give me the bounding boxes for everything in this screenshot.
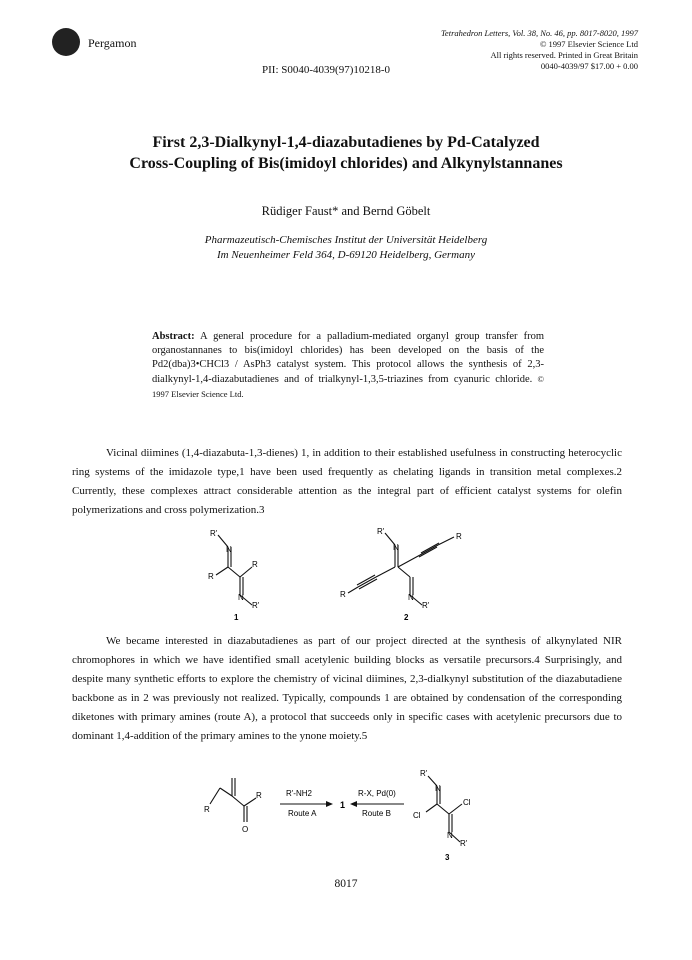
structure-1-bonds: [216, 535, 252, 605]
s1-R-left: R: [208, 572, 214, 581]
label-compound-3: 3: [445, 853, 450, 862]
route-b-arrowhead: [350, 801, 357, 807]
structure-2-bonds: [348, 533, 454, 605]
page-number: 8017: [334, 878, 358, 890]
route-b-reagent: R-X, Pd(0): [358, 789, 396, 798]
rights-line: All rights reserved. Printed in Great Britain: [490, 50, 638, 60]
s1-Rp-top: R': [210, 529, 218, 538]
abstract-text: A general procedure for a palladium-mediated organyl group transfer from organostannanes to bis(imidoyl chlorides) has been developed on the basis of the Pd2(dba)3•CHCl3 / AsPh3 catalyst system. This protocol allows the synthesis of 2,3-dialkynyl-1,4-diazabutadienes and of trialkynyl-1,3,5-triazines from cyanuric chloride.: [152, 331, 544, 385]
s1-N-top: N: [226, 545, 232, 554]
structures-figure: [180, 525, 500, 620]
affiliation-line-1: Pharmazeutisch-Chemisches Institut der Universität Heidelberg: [204, 234, 488, 246]
route-a-arrowhead: [326, 801, 333, 807]
s2-Rp-bottom: R': [422, 601, 430, 610]
s1-N-bottom: N: [238, 593, 244, 602]
abstract-label: Abstract:: [152, 331, 195, 342]
title-line-1: First 2,3-Dialkynyl-1,4-diazabutadienes by Pd-Catalyzed: [152, 134, 540, 151]
bis-N-bottom: N: [447, 831, 453, 840]
label-compound-2: 2: [404, 613, 409, 620]
paper-title: [40, 132, 652, 174]
diketone-O: O: [242, 825, 249, 834]
pergamon-logo: [52, 28, 80, 56]
reaction-scheme: [190, 768, 510, 868]
publisher-name: Pergamon: [88, 36, 137, 50]
s1-R-right: R: [252, 560, 258, 569]
price-line: 0040-4039/97 $17.00 + 0.00: [540, 61, 638, 71]
affiliation-line-2: Im Neuenheimer Feld 364, D-69120 Heidelberg, Germany: [216, 249, 476, 261]
bis-Rp-bottom: R': [460, 839, 468, 848]
scheme-product-1: 1: [340, 800, 346, 810]
journal-citation: Tetrahedron Letters, Vol. 38, No. 46, pp. 8017-8020, 1997: [440, 28, 638, 38]
paragraph-2: We became interested in diazabutadienes as part of our project directed at the synthesis of alkynylated NIR chromophores in which we have identified small acetylenic building blocks as versatile precursors.4 Surprisingly, and despite many synthetic efforts to explore the chemistry of vicinal diimines, 2,3-dialkynyl substitution of the diazabutadiene backbone as in 2 was previously not realized. Typically, compounds 1 are obtained by condensation of the corresponding diketones with primary amines (route A), a protocol that succeeds only in specific cases with acetylenic precursors due to dominant 1,4-addition of the primary amines to the ynone moiety.5: [72, 635, 622, 742]
bisimidoyl-bonds: [426, 776, 462, 842]
title-line-2: Cross-Coupling of Bis(imidoyl chlorides) and Alkynylstannanes: [129, 155, 563, 172]
route-a-label: Route A: [288, 809, 317, 818]
s2-R-right: R: [456, 532, 462, 541]
s2-N-top: N: [393, 543, 399, 552]
authors: Rüdiger Faust* and Bernd Göbelt: [261, 204, 431, 218]
s2-R-left: R: [340, 590, 346, 599]
s1-Rp-bottom: R': [252, 601, 260, 610]
copyright-line: © 1997 Elsevier Science Ltd: [539, 39, 638, 49]
bis-Cl-left: Cl: [413, 811, 421, 820]
s2-Rp-top: R': [377, 527, 385, 536]
route-b-label: Route B: [362, 809, 391, 818]
label-compound-1: 1: [234, 613, 239, 620]
diketone-R-left: R: [204, 805, 210, 814]
bis-N-top: N: [435, 784, 441, 793]
affiliation: [40, 233, 652, 263]
diketone-R-right: R: [256, 791, 262, 800]
pii: PII: S0040-4039(97)10218-0: [262, 64, 391, 76]
bis-Rp-top: R': [420, 769, 428, 778]
s2-N-bottom: N: [408, 593, 414, 602]
abstract: [152, 330, 544, 402]
bis-Cl-right: Cl: [463, 798, 471, 807]
diketone-bonds: [210, 778, 256, 822]
paragraph-1: Vicinal diimines (1,4-diazabuta-1,3-dienes) 1, in addition to their established usefulness in constructing heterocyclic ring systems of the imidazole type,1 have been used frequently as chelating ligands in transition metal complexes.2 Currently, these complexes attract considerable attention as the integral part of efficient catalyst systems for olefin polymerizations and cross polymerization.3: [72, 447, 622, 516]
journal-header: [441, 28, 638, 72]
abstract-copyright: © 1997 Elsevier Science Ltd.: [152, 374, 544, 399]
route-a-reagent: R'-NH2: [286, 789, 312, 798]
